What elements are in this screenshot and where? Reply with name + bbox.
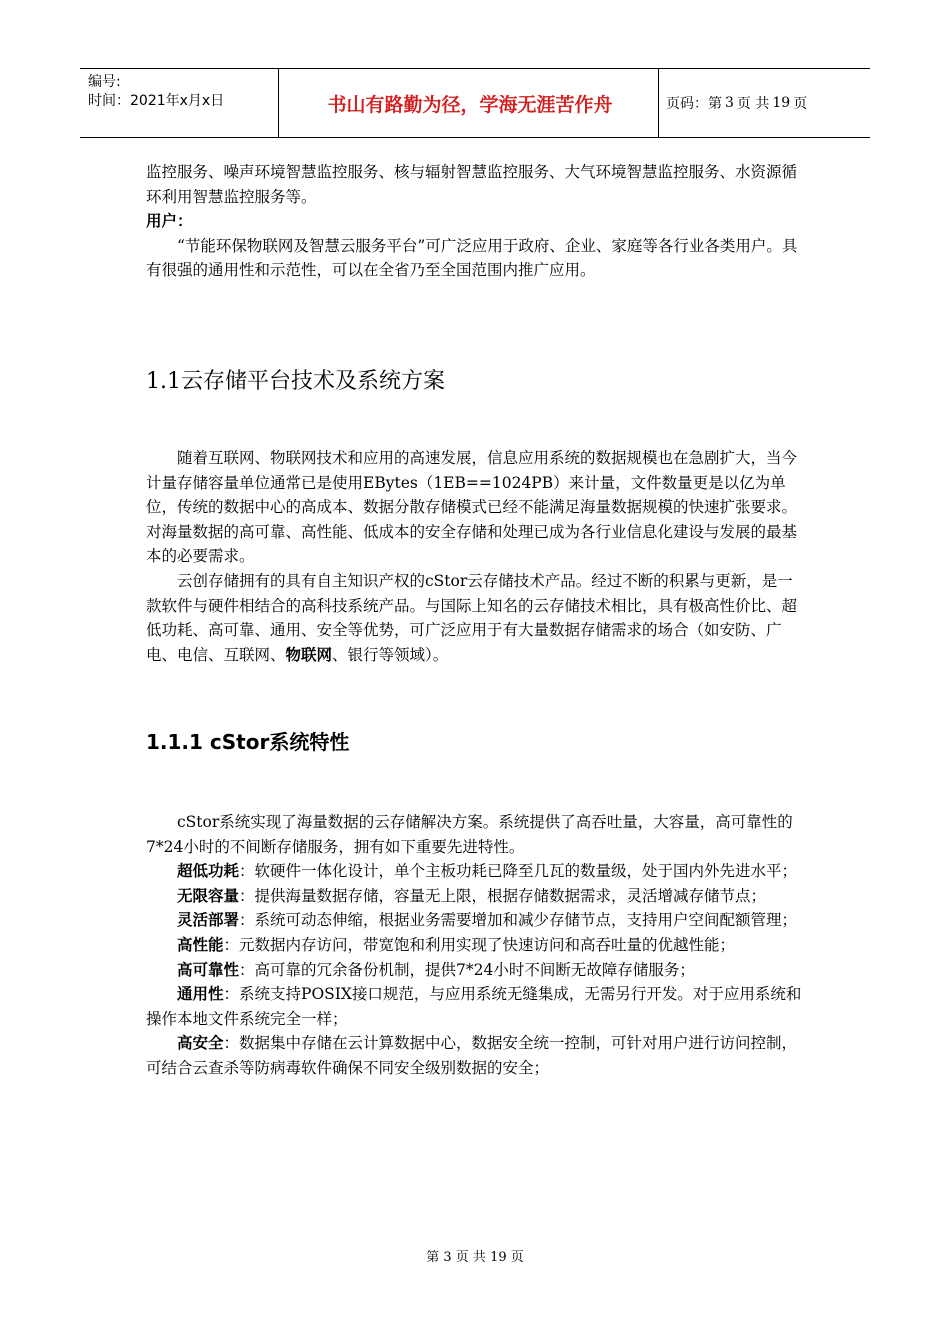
footer-mid: 页 共 (455, 1250, 486, 1265)
feature-text: ：元数据内存访问，带宽饱和利用实现了快速访问和高吞吐量的优越性能； (223, 935, 736, 954)
page-total: 19 (772, 95, 791, 111)
section-heading: 1.1云存储平台技术及系统方案 (146, 369, 445, 394)
footer-suffix: 页 (510, 1250, 524, 1265)
intro-block (146, 160, 806, 283)
header-page-number (666, 69, 807, 137)
feature-text: ：高可靠的冗余备份机制，提供7*24小时不间断无故障存储服务； (239, 960, 695, 979)
page-prefix: 页码：第 (666, 96, 722, 112)
feature-label: 超低功耗 (177, 862, 240, 881)
feature-text: ：软硬件一体化设计，单个主板功耗已降至几瓦的数量级，处于国内外先进水平； (239, 862, 798, 881)
header-table (80, 68, 870, 138)
feature-label: 通用性 (177, 985, 224, 1004)
page-mid: 页 共 (736, 96, 770, 112)
feature-item (146, 958, 806, 983)
footer-prefix: 第 (426, 1250, 440, 1265)
feature-label: 高性能 (177, 935, 224, 954)
feature-item (146, 933, 806, 958)
header-info (88, 73, 224, 111)
paragraph-bold-text: 物联网 (285, 645, 333, 664)
feature-item (146, 884, 806, 909)
number-label: 编号: (88, 74, 121, 90)
feature-text: ：提供海量数据存储，容量无上限，根据存储数据需求，灵活增减存储节点； (239, 886, 767, 905)
page-suffix: 页 (793, 96, 808, 112)
feature-label: 高可靠性 (177, 960, 240, 979)
section-1-1-body (146, 446, 806, 667)
header-motto: 书山有路勤为径，学海无涯苦作舟 (327, 93, 613, 116)
feature-label: 灵活部署 (177, 911, 240, 930)
date-label: 时间：2021年x月x日 (88, 93, 225, 109)
feature-text: ：系统支持POSIX接口规范，与应用系统无缝集成，无需另行开发。对于应用系统和操作本地文件系统完全一样； (146, 985, 802, 1028)
section-paragraph: 随着互联网、物联网技术和应用的高速发展，信息应用系统的数据规模也在急剧扩大，当今计量存储容量单位通常已是使用EBytes（1EB==1024PB）来计量，文件数量更是以亿为单位，传统的数据中心的高成本、数据分散存储模式已经不能满足海量数据规模的快速扩张要求。对海量数据的高可靠、高性能、低成本的安全存储和处理已成为各行业信息化建设与发展的最基本的必要需求。 (146, 449, 798, 566)
feature-label: 高安全 (177, 1034, 224, 1053)
feature-text: ：系统可动态伸缩，根据业务需要增加和减少存储节点，支持用户空间配额管理； (239, 911, 798, 930)
feature-item (146, 908, 806, 933)
feature-label: 无限容量 (177, 886, 240, 905)
feature-item (146, 859, 806, 884)
page-current: 3 (725, 95, 734, 111)
subsection-heading: 1.1.1 cStor系统特性 (146, 730, 350, 754)
features-block (146, 810, 806, 1081)
footer-current: 3 (443, 1250, 452, 1265)
footer-total: 19 (490, 1250, 507, 1265)
intro-paragraph: 监控服务、噪声环境智慧监控服务、核与辐射智慧监控服务、大气环境智慧监控服务、水资源循环利用智慧监控服务等。 (146, 163, 798, 206)
paragraph-text: 、银行等领域）。 (332, 645, 449, 664)
features-intro: cStor系统实现了海量数据的云存储解决方案。系统提供了高吞吐量，大容量，高可靠性的7*24小时的不间断存储服务，拥有如下重要先进特性。 (146, 813, 793, 856)
paragraph-text: 云创存储拥有的具有自主知识产权的cStor云存储技术产品。经过不断的积累与更新，是一款软件与硬件相结合的高科技系统产品。与国际上知名的云存储技术相比，具有极高性价比、超低功耗、高可靠、通用、安全等优势，可广泛应用于有大量数据存储需求的场合（如安防、广电、电信、互联网、 (146, 571, 798, 664)
page-footer (0, 1246, 950, 1265)
users-label: 用户： (146, 212, 193, 231)
feature-item (146, 982, 806, 1031)
feature-item (146, 1031, 806, 1080)
section-paragraph (146, 569, 806, 667)
header-divider (278, 69, 279, 137)
users-paragraph: “节能环保物联网及智慧云服务平台”可广泛应用于政府、企业、家庭等各行业各类用户。具有很强的通用性和示范性，可以在全省乃至全国范围内推广应用。 (146, 236, 798, 280)
feature-text: ：数据集中存储在云计算数据中心，数据安全统一控制，可针对用户进行访问控制，可结合云查杀等防病毒软件确保不同安全级别数据的安全； (146, 1034, 798, 1077)
